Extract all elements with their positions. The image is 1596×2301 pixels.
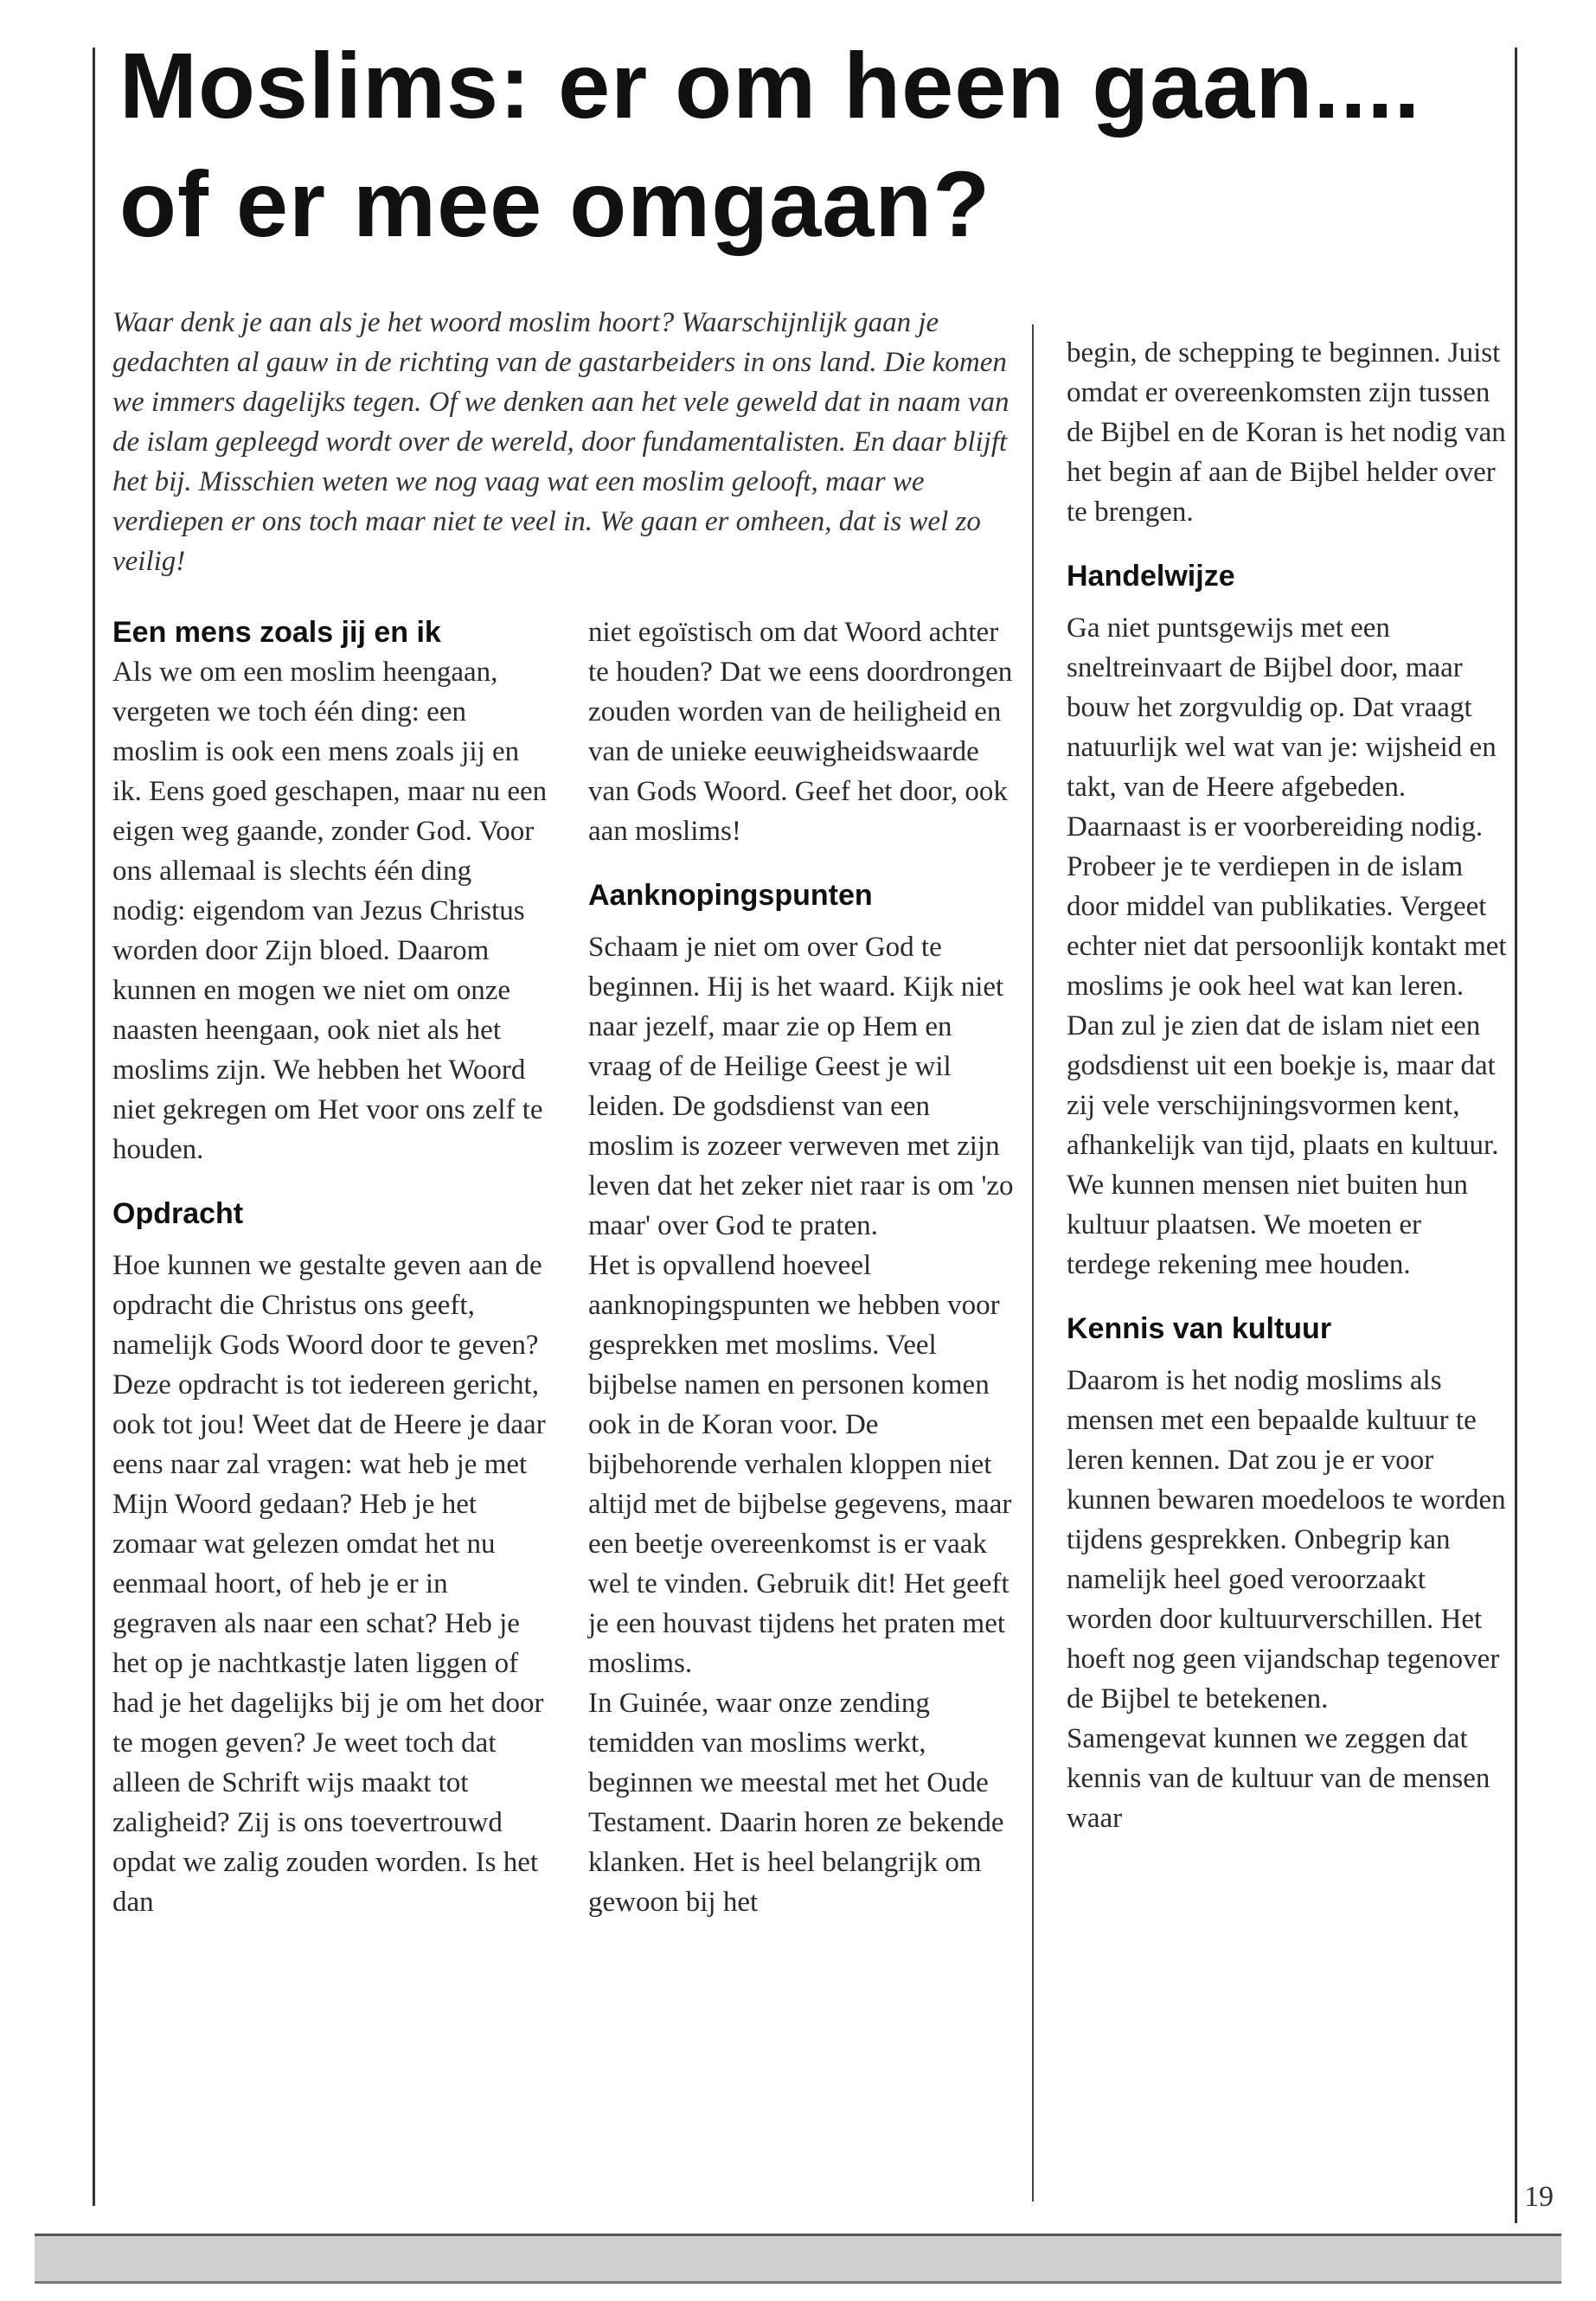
column-divider-rule <box>1032 324 1034 2202</box>
paragraph: begin, de schepping te beginnen. Juist omdat er overeenkomsten zijn tussen de Bijbel en de Koran is het nodig van het begin af aan de Bijbel helder over te brengen. <box>1067 337 1506 528</box>
paragraph: Het is opvallend hoeveel aanknopingspunten we hebben voor gesprekken met moslims. Veel bijbelse namen en personen komen ook in de Koran voor. De bijbehorende verhalen kloppen niet altijd met de bijbelse gegevens, maar een beetje overeenkomst is er vaak wel te vinden. Gebruik dit! Het geeft je een houvast tijdens het praten met moslims. <box>588 1250 1012 1679</box>
column-1 <box>112 612 549 1922</box>
paragraph: Ga niet puntsgewijs met een sneltreinvaart de Bijbel door, maar bouw het zorgvuldig op. Dat vraagt natuurlijk wel wat van je: wijsheid en takt, van de Heere afgebeden. Daarnaast is er voorbereiding nodig. Probeer je te verdiepen in de islam door middel van publikaties. Vergeet echter niet dat persoonlijk kontakt met moslims je ook heel wat kan leren. Dan zul je zien dat de islam niet een godsdienst uit een boekje is, maar dat zij vele verschijningsvormen kent, afhankelijk van tijd, plaats en kultuur. We kunnen mensen niet buiten hun kultuur plaatsen. We moeten er terdege rekening mee houden. <box>1067 612 1507 1280</box>
section-heading-opdracht: Opdracht <box>112 1197 244 1230</box>
paragraph: niet egoïstisch om dat Woord achter te houden? Dat we eens doordrongen zouden worden van de heiligheid en van de unieke eeuwigheidswaarde van Gods Woord. Geef het door, ook aan moslims! <box>588 617 1013 847</box>
section-heading-aanknopingspunten: Aanknopingspunten <box>588 879 873 912</box>
paragraph: In Guinée, waar onze zending temidden van moslims werkt, beginnen we meestal met het Oude Testament. Daarin horen ze bekende klanken. Het is heel belangrijk om gewoon bij het <box>588 1688 1004 1918</box>
article-title: Moslims: er om heen gaan.... of er mee omgaan? <box>119 33 1421 256</box>
section-heading-kennis-van-kultuur: Kennis van kultuur <box>1067 1312 1332 1345</box>
page-number-rule <box>1515 2189 1517 2223</box>
paragraph: Als we om een moslim heengaan, vergeten we toch één ding: een moslim is ook een mens zoals jij en ik. Eens goed geschapen, maar nu een eigen weg gaande, zonder God. Voor ons allemaal is slechts één ding nodig: eigendom van Jezus Christus worden door Zijn bloed. Daarom kunnen en mogen we niet om onze naasten heengaan, ook niet als het moslims zijn. We hebben het Woord niet gekregen om Het voor ons zelf te houden. <box>112 657 548 1165</box>
paragraph: Daarom is het nodig moslims als mensen met een bepaalde kultuur te leren kennen. Dat zou je er voor kunnen bewaren moedeloos te worden tijdens gesprekken. Onbegrip kan namelijk heel goed veroorzaakt worden door kultuurverschillen. Het hoeft nog geen vijandschap tegenover de Bijbel te betekenen. <box>1067 1365 1506 1715</box>
article-intro: Waar denk je aan als je het woord moslim hoort? Waarschijnlijk gaan je gedachten al gauw in de richting van de gastarbeiders in ons land. Die komen we immers dagelijks tegen. Of we denken aan het vele geweld dat in naam van de islam gepleegd wordt over de wereld, door fundamentalisten. En daar blijft het bij. Misschien weten we nog vaag wat een moslim gelooft, maar we verdiepen er ons toch maar niet te veel in. We gaan er omheen, dat is wel zo veilig! <box>112 307 1010 577</box>
section-heading-handelwijze: Handelwijze <box>1067 560 1235 593</box>
section-heading-een-mens: Een mens zoals jij en ik <box>112 616 441 649</box>
paragraph: Hoe kunnen we gestalte geven aan de opdracht die Christus ons geeft, namelijk Gods Woord door te geven? Deze opdracht is tot iedereen gericht, ook tot jou! Weet dat de Heere je daar eens naar zal vragen: wat heb je met Mijn Woord gedaan? Heb je het zomaar wat gelezen omdat het nu eenmaal hoort, of heb je er in gegraven als naar een schat? Heb je het op je nachtkastje laten liggen of had je het dagelijks bij je om het door te mogen geven? Je weet toch dat alleen de Schrift wijs maakt tot zaligheid? Zij is ons toevertrouwd opdat we zalig zouden worden. Is het dan <box>112 1250 546 1918</box>
paragraph: Schaam je niet om over God te beginnen. Hij is het waard. Kijk niet naar jezelf, maar zie op Hem en vraag of de Heilige Geest je wil leiden. De godsdienst van een moslim is zozeer verweven met zijn leven dat het zeker niet raar is om 'zo maar' over God te praten. <box>588 932 1014 1241</box>
paragraph: Samengevat kunnen we zeggen dat kennis van de kultuur van de mensen waar <box>1067 1723 1490 1834</box>
footer-band <box>35 2234 1561 2284</box>
column-2 <box>588 612 1021 1922</box>
left-border-rule <box>93 48 95 2206</box>
page-number: 19 <box>1524 2181 1554 2213</box>
column-3 <box>1067 333 1508 1838</box>
right-border-rule <box>1515 48 1517 2206</box>
